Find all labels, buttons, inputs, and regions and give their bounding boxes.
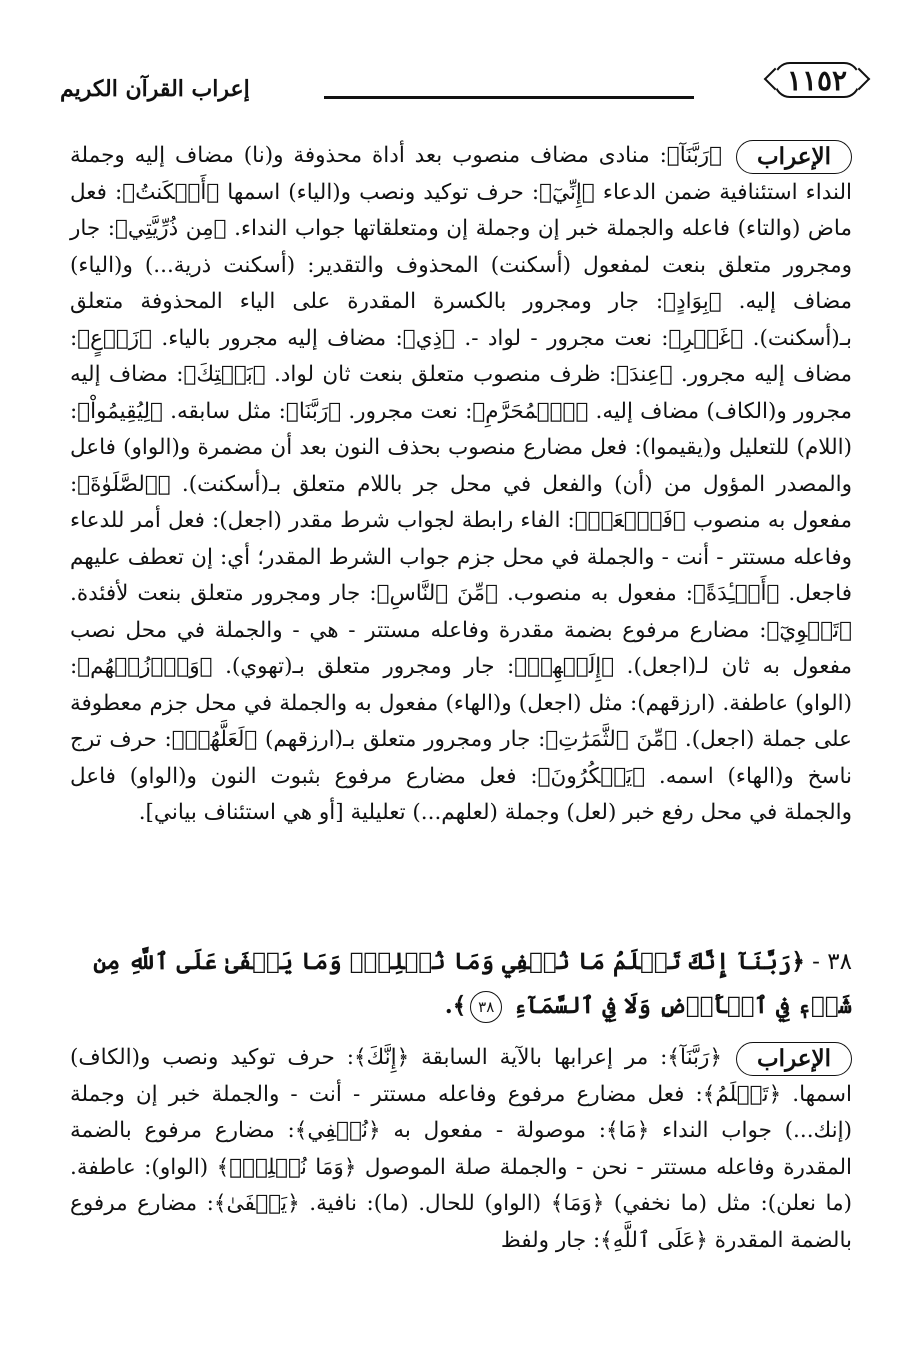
irab-section-2	[70, 1040, 852, 1259]
irab-paragraph: ﴿رَبَّنَآ﴾: مر إعرابها بالآية السابقة ﴿إِنَّكَ﴾: حرف توكيد ونصب و(الكاف) اسمها. ﴿تَعۡلَمُ﴾: فعل مضارع مرفوع وفاعله مستتر - أنت - والجملة خبر إن وجملة (إنك...) جواب النداء ﴿مَا﴾: موصولة - مفعول به ﴿نُخۡفِي﴾: مضارع مرفوع بالضمة المقدرة وفاعله مستتر - نحن - والجملة صلة الموصول ﴿وَمَا نُعۡلِنُۗ﴾ (الواو): عاطفة. (ما نعلن): مثل (ما نخفي) ﴿وَمَا﴾ (الواو) للحال. (ما): نافية. ﴿يَخۡفَىٰ﴾: مضارع مرفوع بالضمة المقدرة ﴿عَلَى ٱللَّهِ﴾: جار ولفظ	[70, 1045, 852, 1253]
verse-end-marker: ٣٨	[470, 991, 502, 1023]
irab-label: الإعراب	[736, 1042, 852, 1076]
quran-verse: ٣٨ - ﴿رَبَّنَآ إِنَّكَ تَعۡلَمُ مَا نُخۡفِي وَمَا نُعۡلِنُۗ وَمَا يَخۡفَىٰ عَلَى ٱللَّهِ مِن شَيۡءٖ فِي ٱلۡأَرۡضِ وَلَا فِي ٱلسَّمَآءِ ٣٨﴾.	[70, 940, 852, 1028]
book-title: إعراب القرآن الكريم	[60, 76, 250, 102]
verse-number: ٣٨	[827, 949, 852, 975]
header-rule	[324, 96, 694, 99]
page-number: ١١٥٢	[774, 62, 860, 98]
verse-text: ﴿رَبَّنَآ إِنَّكَ تَعۡلَمُ مَا نُخۡفِي وَمَا نُعۡلِنُۗ وَمَا يَخۡفَىٰ عَلَى ٱللَّهِ مِن شَيۡءٖ فِي ٱلۡأَرۡضِ وَلَا فِي ٱلسَّمَآءِ	[93, 948, 852, 1019]
irab-paragraph: ﴿رَبَّنَآ﴾: منادى مضاف منصوب بعد أداة محذوفة و(نا) مضاف إليه وجملة النداء استئنافية ضمن الدعاء ﴿إِنِّيٓ﴾: حرف توكيد ونصب و(الياء) اسمها ﴿أَسۡكَنتُ﴾: فعل ماض (والتاء) فاعله والجملة خبر إن وجملة إن ومتعلقاتها جواب النداء. ﴿مِن ذُرِّيَّتِي﴾: جار ومجرور متعلق بنعت لمفعول (أسكنت) المحذوف والتقدير: (أسكنت ذرية...) و(الياء) مضاف إليه. ﴿بِوَادٍ﴾: جار ومجرور بالكسرة المقدرة على الياء المحذوفة متعلق بـ(أسكنت). ﴿غَيۡرِ﴾: نعت مجرور - لواد -. ﴿ذِي﴾: مضاف إليه مجرور بالياء. ﴿زَرۡعٍ﴾: مضاف إليه مجرور. ﴿عِندَ﴾: ظرف منصوب متعلق بنعت ثان لواد. ﴿بَيۡتِكَ﴾: مضاف إليه مجرور و(الكاف) مضاف إليه. ﴿ٱلۡمُحَرَّمِ﴾: نعت مجرور. ﴿رَبَّنَا﴾: مثل سابقه. ﴿لِيُقِيمُواْ﴾: (اللام) للتعليل و(يقيموا): فعل مضارع منصوب بحذف النون بعد أن مضمرة و(الواو) فاعل والمصدر المؤول من (أن) والفعل في محل جر باللام متعلق بـ(أسكنت). ﴿ٱلصَّلَوٰةَ﴾: مفعول به منصوب ﴿فَٱجۡعَلۡ﴾: الفاء رابطة لجواب شرط مقدر (اجعل): فعل أمر للدعاء وفاعله مستتر - أنت - والجملة في محل جزم جواب الشرط المقدر؛ أي: إن تعطف عليهم فاجعل. ﴿أَفۡـِٔدَةً﴾: مفعول به منصوب. ﴿مِّنَ ٱلنَّاسِ﴾: جار ومجرور متعلق بنعت لأفئدة. ﴿تَهۡوِيٓ﴾: مضارع مرفوع بضمة مقدرة وفاعله مستتر - هي - والجملة في محل نصب مفعول به ثان لـ(اجعل). ﴿إِلَيۡهِمۡ﴾: جار ومجرور متعلق بـ(تهوي). ﴿وَٱرۡزُقۡهُم﴾: (الواو) عاطفة. (ارزقهم): مثل (اجعل) و(الهاء) مفعول به والجملة في محل جزم معطوفة على جملة (اجعل). ﴿مِّنَ ٱلثَّمَرَٰتِ﴾: جار ومجرور متعلق بـ(ارزقهم) ﴿لَعَلَّهُمۡ﴾: حرف ترج ناسخ و(الهاء) اسمه. ﴿يَشۡكُرُونَ﴾: فعل مضارع مرفوع بثبوت النون و(الواو) فاعل والجملة في محل رفع خبر (لعل) وجملة (لعلهم...) تعليلية [أو هي استئناف بياني].	[70, 143, 852, 825]
verse-closing: ﴾.	[444, 992, 467, 1019]
irab-label: الإعراب	[736, 140, 852, 174]
irab-section-1	[70, 138, 852, 832]
page-header	[60, 58, 860, 108]
